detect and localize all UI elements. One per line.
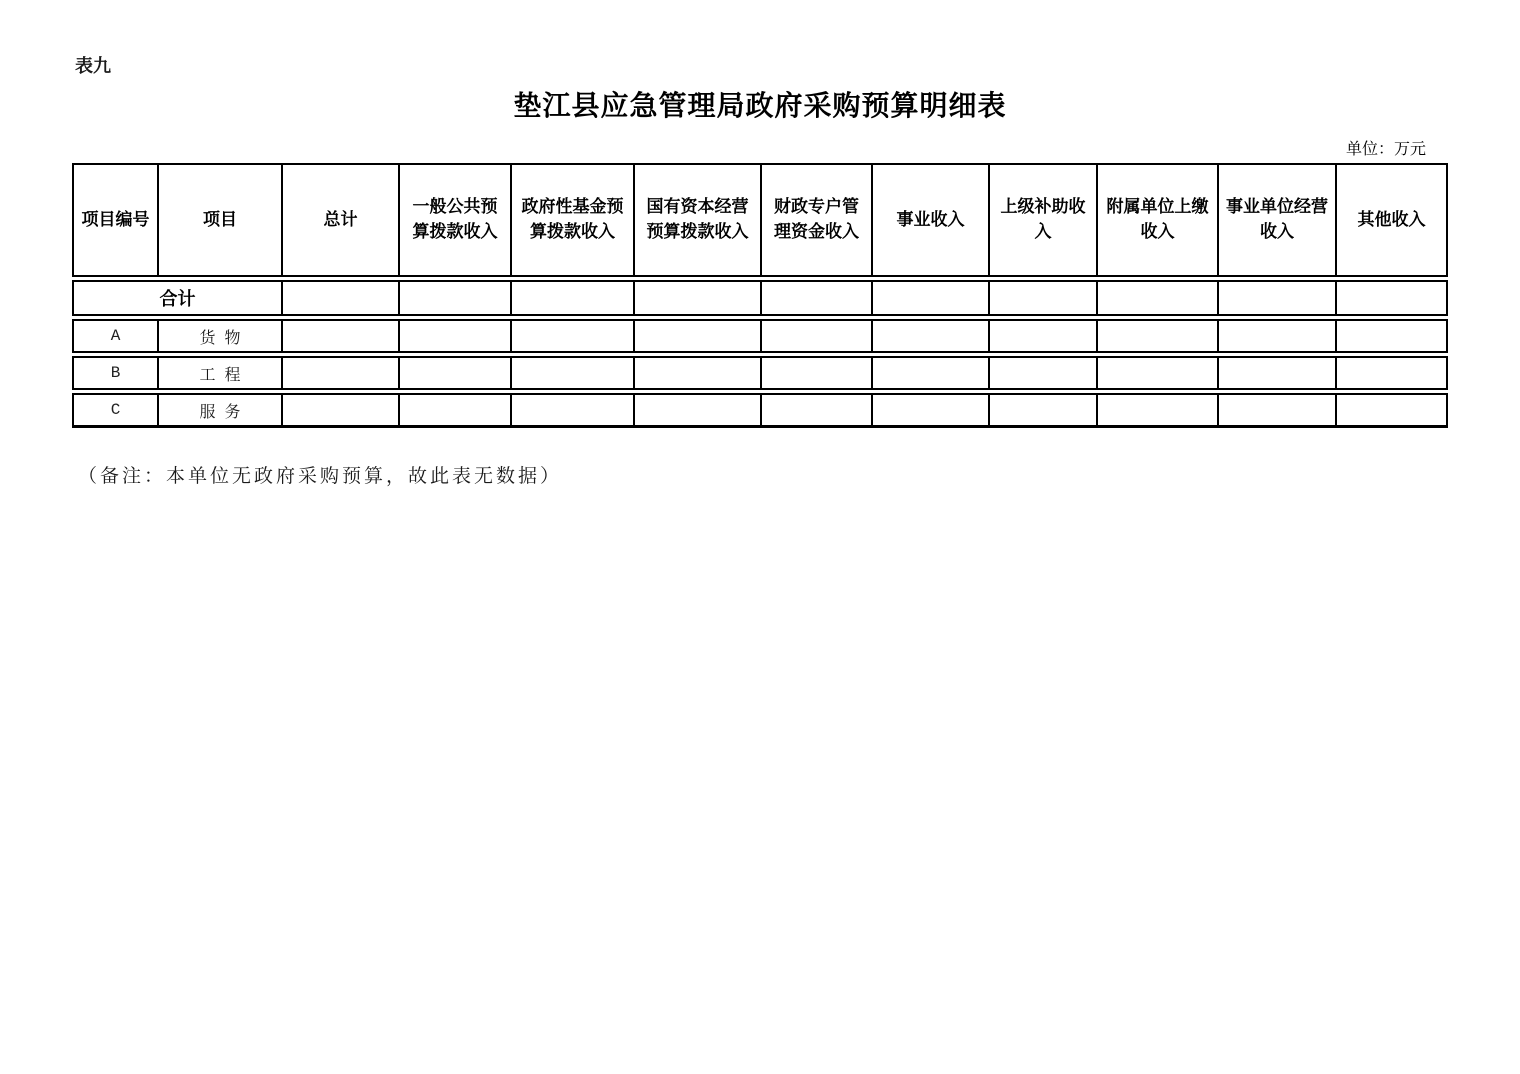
empty-cell [1219, 358, 1337, 388]
column-header-other-income: 其他收入 [1357, 209, 1426, 229]
total-label-cell: 合计 [74, 282, 283, 314]
empty-cell [990, 321, 1098, 351]
column-header-subordinate-remittance: 附属单位上缴收入 [1098, 165, 1219, 275]
empty-cell [1337, 282, 1446, 314]
column-header-general-public-budget: 一般公共预算拨款收入 [400, 165, 512, 275]
empty-cell [512, 358, 635, 388]
empty-cell [400, 395, 512, 425]
empty-cell [1098, 358, 1219, 388]
column-header-superior-subsidy: 上级补助收入 [990, 165, 1098, 275]
empty-cell [400, 282, 512, 314]
empty-cell [873, 395, 990, 425]
row-code-cell: B [74, 358, 159, 388]
empty-cell [512, 282, 635, 314]
table-row-engineering [72, 356, 1448, 390]
column-header-project-code: 项目编号 [74, 165, 159, 275]
table-row-services [72, 393, 1448, 428]
column-header-project: 项目 [159, 165, 283, 275]
empty-cell [1098, 321, 1219, 351]
empty-cell [1337, 321, 1446, 351]
empty-cell [762, 395, 873, 425]
empty-cell [1219, 321, 1337, 351]
column-header-gov-fund-budget: 政府性基金预算拨款收入 [512, 165, 635, 275]
column-header-total: 总计 [283, 165, 400, 275]
column-header-institution-business-income: 事业单位经营收入 [1219, 165, 1337, 275]
row-name-cell: 货物 [159, 321, 283, 351]
empty-cell [1219, 282, 1337, 314]
table-number-label: 表九 [75, 56, 111, 76]
row-code-cell: C [74, 395, 159, 425]
row-name-cell: 服务 [159, 395, 283, 425]
empty-cell [873, 321, 990, 351]
table-row-total [72, 280, 1448, 316]
empty-cell [283, 321, 400, 351]
empty-cell [512, 395, 635, 425]
empty-cell [762, 282, 873, 314]
empty-cell [762, 321, 873, 351]
unit-note: 单位：万元 [1345, 141, 1426, 158]
column-header-operating-income: 事业收入 [873, 165, 990, 275]
empty-cell [283, 282, 400, 314]
empty-cell [1337, 358, 1446, 388]
empty-cell [1337, 395, 1446, 425]
empty-cell [635, 395, 762, 425]
row-code-cell: A [74, 321, 159, 351]
empty-cell [762, 358, 873, 388]
empty-cell [990, 395, 1098, 425]
empty-cell [635, 282, 762, 314]
row-name-cell: 工程 [159, 358, 283, 388]
empty-cell [990, 358, 1098, 388]
empty-cell [283, 395, 400, 425]
column-header-fiscal-account-funds: 财政专户管理资金收入 [762, 165, 873, 275]
empty-cell [873, 282, 990, 314]
empty-cell [512, 321, 635, 351]
empty-cell [400, 321, 512, 351]
empty-cell [635, 321, 762, 351]
footnote: （备注：本单位无政府采购预算，故此表无数据） [78, 466, 563, 487]
budget-table [72, 163, 1448, 428]
column-header-state-capital-budget: 国有资本经营预算拨款收入 [635, 165, 762, 275]
empty-cell [1219, 395, 1337, 425]
empty-cell [990, 282, 1098, 314]
empty-cell [635, 358, 762, 388]
page-title: 垫江县应急管理局政府采购预算明细表 [513, 91, 1007, 122]
table-header-row [72, 163, 1448, 277]
empty-cell [283, 358, 400, 388]
table-row-goods [72, 319, 1448, 353]
empty-cell [873, 358, 990, 388]
empty-cell [1098, 282, 1219, 314]
empty-cell [1098, 395, 1219, 425]
empty-cell [400, 358, 512, 388]
